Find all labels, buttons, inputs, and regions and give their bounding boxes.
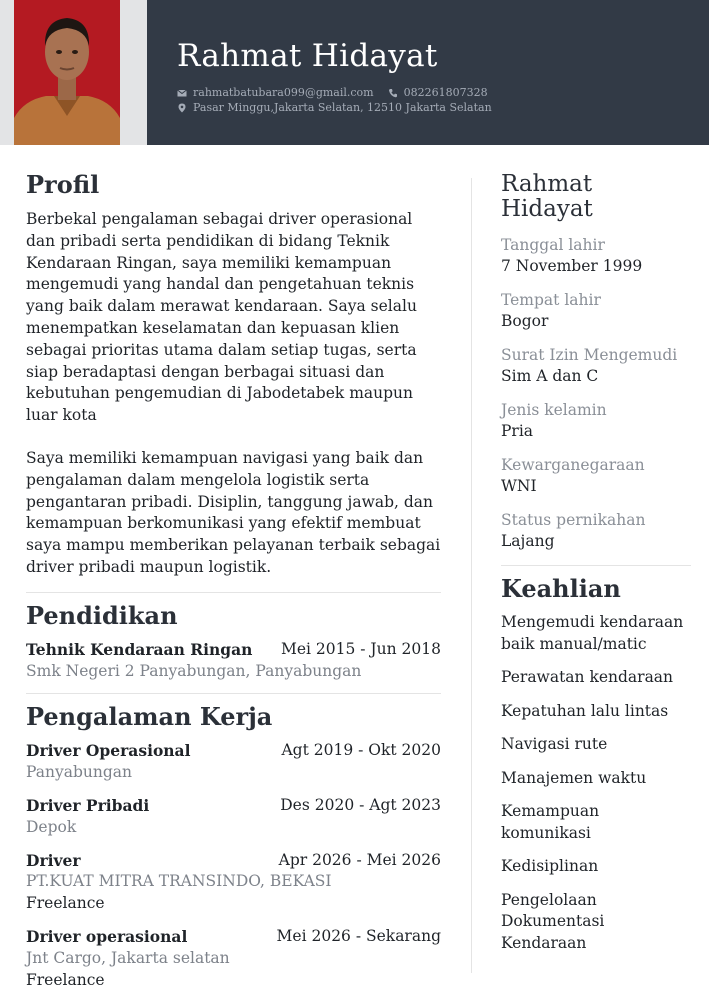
- profile-section: [26, 170, 441, 579]
- education-section: [26, 601, 441, 683]
- experience-place: Jnt Cargo, Jakarta selatan: [26, 948, 230, 967]
- address-text: Pasar Minggu,Jakarta Selatan, 12510 Jakarta Selatan: [193, 101, 492, 114]
- experience-date: Mei 2026 - Sekarang: [276, 926, 441, 945]
- education-date: Mei 2015 - Jun 2018: [280, 639, 441, 658]
- education-place: Smk Negeri 2 Panyabungan, Panyabungan: [26, 661, 362, 680]
- skill-item: Kedisiplinan: [501, 857, 599, 875]
- skill-item: Kepatuhan lalu lintas: [501, 701, 669, 720]
- experience-title: Driver: [26, 850, 81, 870]
- side-name: [501, 172, 691, 222]
- experience-date: Agt 2019 - Okt 2020: [281, 741, 441, 760]
- skill-item: Manajemen waktu: [501, 768, 647, 787]
- profile-heading: Profil: [26, 170, 100, 199]
- experience-section: [26, 702, 441, 991]
- profile-photo: [14, 0, 120, 145]
- experience-title: Driver Pribadi: [26, 795, 150, 815]
- profile-paragraph: Berbekal pengalaman sebagai driver operasional dan pribadi serta pendidikan di bidang Teknik Kendaraan Ringan, saya memiliki kemampuan mengemudi yang handal dan pengetahuan teknis yang baik dalam merawat kendaraan. Saya selalu menempatkan keselamatan dan kepuasan klien sebagai prioritas utama dalam setiap tugas, serta siap beradaptasi dengan berbagai situasi dan kebutuhan pengemudian di Jabodetabek maupun luar kota: [26, 210, 417, 425]
- side-column: [501, 172, 691, 954]
- skill-item: Mengemudi kendaraan baik manual/matic: [501, 613, 684, 653]
- detail-label: Kewarganegaraan: [501, 456, 645, 474]
- skill-item: Kemampuan komunikasi: [501, 802, 600, 842]
- phone-text[interactable]: 082261807328: [403, 86, 488, 99]
- detail-label: Tanggal lahir: [501, 236, 605, 254]
- detail-item: [501, 290, 691, 332]
- education-title: Tehnik Kendaraan Ringan: [26, 639, 253, 659]
- experience-type: Freelance: [26, 894, 105, 913]
- column-divider: [471, 178, 472, 973]
- detail-item: [501, 345, 691, 387]
- detail-label: Tempat lahir: [501, 291, 601, 309]
- experience-entry: [26, 926, 441, 991]
- education-entry: [26, 639, 441, 683]
- side-name-first: Rahmat: [501, 171, 593, 197]
- experience-date: Des 2020 - Agt 2023: [280, 795, 441, 814]
- education-heading: Pendidikan: [26, 600, 178, 630]
- detail-value: Sim A dan C: [501, 367, 599, 385]
- side-name-last: Hidayat: [501, 196, 593, 222]
- address-row: [177, 101, 492, 114]
- header: [0, 0, 709, 145]
- section-divider: [26, 693, 441, 694]
- experience-date: Apr 2026 - Mei 2026: [278, 850, 441, 869]
- email-text[interactable]: rahmatbatubara099@gmail.com: [193, 86, 374, 99]
- detail-value: 7 November 1999: [501, 257, 643, 275]
- section-divider: [26, 592, 441, 593]
- detail-label: Jenis kelamin: [501, 401, 607, 419]
- detail-item: [501, 455, 691, 497]
- phone-icon: [388, 88, 398, 98]
- detail-item: [501, 510, 691, 552]
- detail-item: [501, 400, 691, 442]
- main-column: [26, 170, 441, 991]
- experience-place: PT.KUAT MITRA TRANSINDO, BEKASI: [26, 872, 332, 891]
- detail-value: WNI: [501, 477, 537, 495]
- photo-frame: [0, 0, 147, 145]
- experience-entry: [26, 795, 441, 839]
- experience-place: Panyabungan: [26, 763, 132, 782]
- detail-value: Bogor: [501, 312, 549, 330]
- skills-heading: Keahlian: [501, 574, 621, 603]
- skill-item: Perawatan kendaraan: [501, 668, 674, 686]
- header-name: Rahmat Hidayat: [177, 38, 438, 74]
- skills-section: [501, 574, 691, 954]
- experience-entry: [26, 850, 441, 915]
- skill-item: Navigasi rute: [501, 735, 608, 753]
- personal-details: [501, 235, 691, 552]
- skill-item: Pengelolaan Dokumentasi Kendaraan: [501, 890, 605, 952]
- experience-heading: Pengalaman Kerja: [26, 702, 273, 732]
- experience-type: Freelance: [26, 970, 105, 989]
- experience-title: Driver operasional: [26, 926, 188, 946]
- contact-row: [177, 86, 488, 99]
- detail-item: [501, 235, 691, 277]
- detail-value: Pria: [501, 422, 534, 440]
- experience-title: Driver Operasional: [26, 741, 191, 761]
- detail-label: Surat Izin Mengemudi: [501, 346, 678, 364]
- mail-icon: [177, 88, 187, 98]
- detail-value: Lajang: [501, 532, 555, 550]
- section-divider: [501, 565, 691, 566]
- experience-entry: [26, 740, 441, 784]
- location-pin-icon: [177, 103, 187, 113]
- profile-paragraph: Saya memiliki kemampuan navigasi yang baik dan pengalaman dalam mengelola logistik serta pengantaran pribadi. Disiplin, tanggung jawab, dan kemampuan berkomunikasi yang efektif membuat saya mampu memberikan pelayanan terbaik sebagai driver pribadi maupun logistik.: [26, 448, 441, 576]
- detail-label: Status pernikahan: [501, 511, 646, 529]
- experience-place: Depok: [26, 817, 77, 836]
